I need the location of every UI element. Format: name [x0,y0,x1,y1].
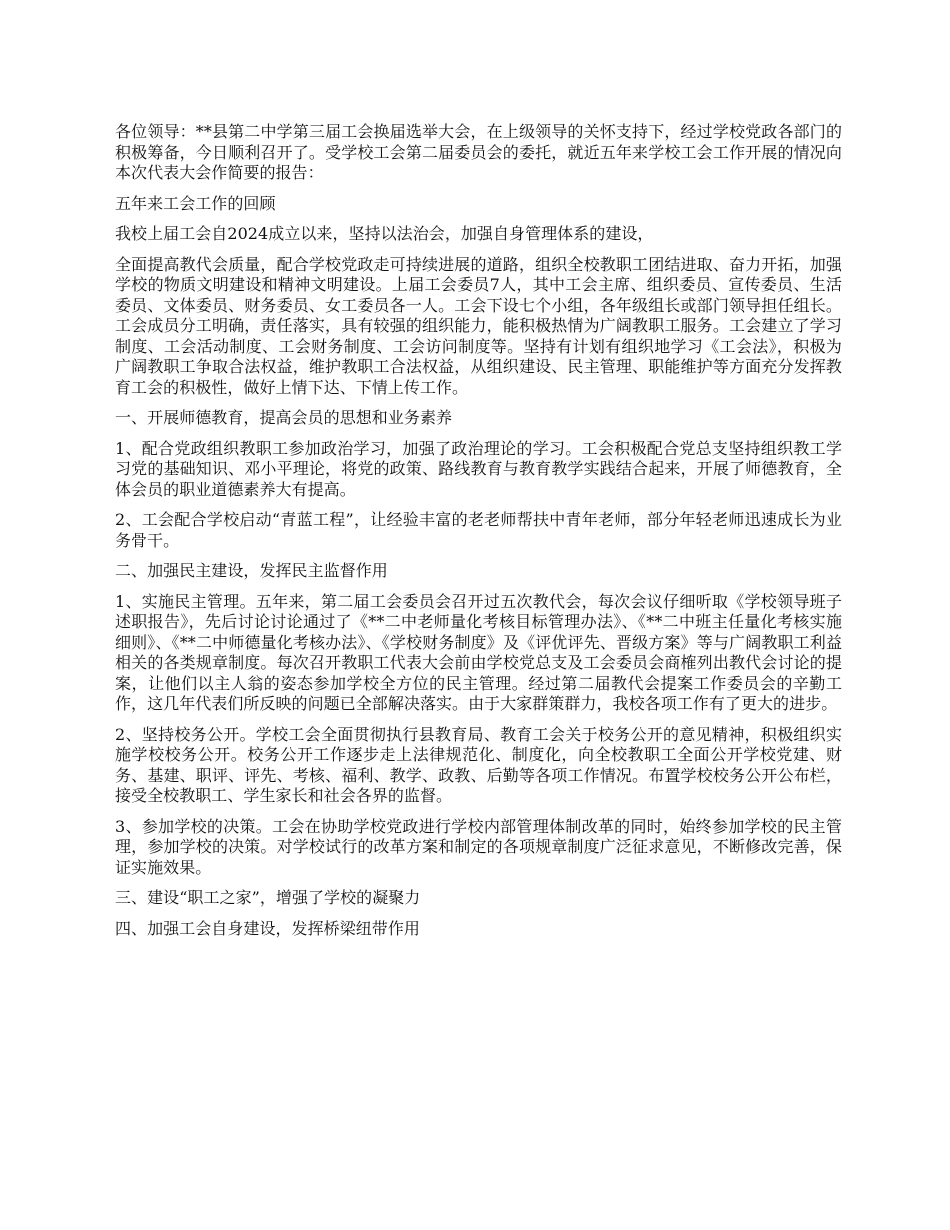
paragraph-intro: 我校上届工会自2024成立以来，坚持以法治会，加强自身管理体系的建设， [115,224,654,243]
paragraph-2-1: 1、实施民主管理。五年来，第二届工会委员会召开过五次教代会，每次会议仔细听取《学校领导班子述职报告》，先后讨论讨论通过了《**二中老师量化考核目标管理办法》、《**二中班主任量化考核实施细则》、《**二中师德量化考核办法》、《学校财务制度》及《评优评先、晋级方案》等与广阔教职工利益相关的各类规章制度。每次召开教职工代表大会前由学校党总支及工会委员会商榷列出教代会讨论的提案，让他们以主人翁的姿态参加学校全方位的民主管理。经过第二届教代会提案工作委员会的辛勤工作，这几年代表们所反映的问题已全部解决落实。由于大家群策群力，我校各项工作有了更大的进步。 [115,591,842,713]
section-heading-3: 三、建设“职工之家”，增强了学校的凝聚力 [115,888,421,907]
section-heading-1: 一、开展师德教育，提高会员的思想和业务素养 [115,408,453,427]
section-heading-4: 四、加强工会自身建设，发挥桥梁纽带作用 [115,918,420,938]
paragraph-1-1: 1、配合党政组织教职工参加政治学习，加强了政治理论的学习。工会积极配合党总支坚持组织教工学习党的基础知识、邓小平理论，将党的政策、路线教育与教育教学实践结合起来，开展了师德教育，全体会员的职业道德素养大有提高。 [115,438,842,499]
document-body [115,122,842,949]
paragraph-opening: 各位领导：**县第二中学第三届工会换届选举大会，在上级领导的关怀支持下，经过学校党政各部门的积极筹备，今日顺利召开了。受学校工会第二届委员会的委托，就近五年来学校工会工作开展的情况向本次代表大会作简要的报告： [115,122,842,182]
paragraph-1-2: 2、工会配合学校启动“青蓝工程”，让经验丰富的老老师帮扶中青年老师，部分年轻老师迅速成长为业务骨干。 [115,510,842,550]
paragraph-2-2: 2、坚持校务公开。学校工会全面贯彻执行县教育局、教育工会关于校务公开的意见精神，积极组织实施学校校务公开。校务公开工作逐步走上法律规范化、制度化，向全校教职工全面公开学校党建、财务、基建、职评、评先、考核、福利、教学、政教、后勤等各项工作情况。布置学校校务公开公布栏，接受全校教职工、学生家长和社会各界的监督。 [115,724,842,805]
section-heading-review: 五年来工会工作的回顾 [115,193,276,213]
paragraph-overview: 全面提高教代会质量，配合学校党政走可持续进展的道路，组织全校教职工团结进取、奋力开拓，加强学校的物质文明建设和精神文明建设。上届工会委员7人，其中工会主席、组织委员、宣传委员、生活委员、文体委员、财务委员、女工委员各一人。工会下设七个小组，各年级组长或部门领导担任组长。工会成员分工明确，责任落实，具有较强的组织能力，能积极热情为广阔教职工服务。工会建立了学习制度、工会活动制度、工会财务制度、工会访问制度等。坚持有计划有组织地学习《工会法》，积极为广阔教职工争取合法权益，维护教职工合法权益，从组织建设、民主管理、职能维护等方面充分发挥教育工会的积极性，做好上情下达、下情上传工作。 [115,254,842,397]
paragraph-2-3: 3、参加学校的决策。工会在协助学校党政进行学校内部管理体制改革的同时，始终参加学校的民主管理，参加学校的决策。对学校试行的改革方案和制定的各项规章制度广泛征求意见，不断修改完善，保证实施效果。 [115,816,842,877]
section-heading-2: 二、加强民主建设，发挥民主监督作用 [115,561,388,580]
